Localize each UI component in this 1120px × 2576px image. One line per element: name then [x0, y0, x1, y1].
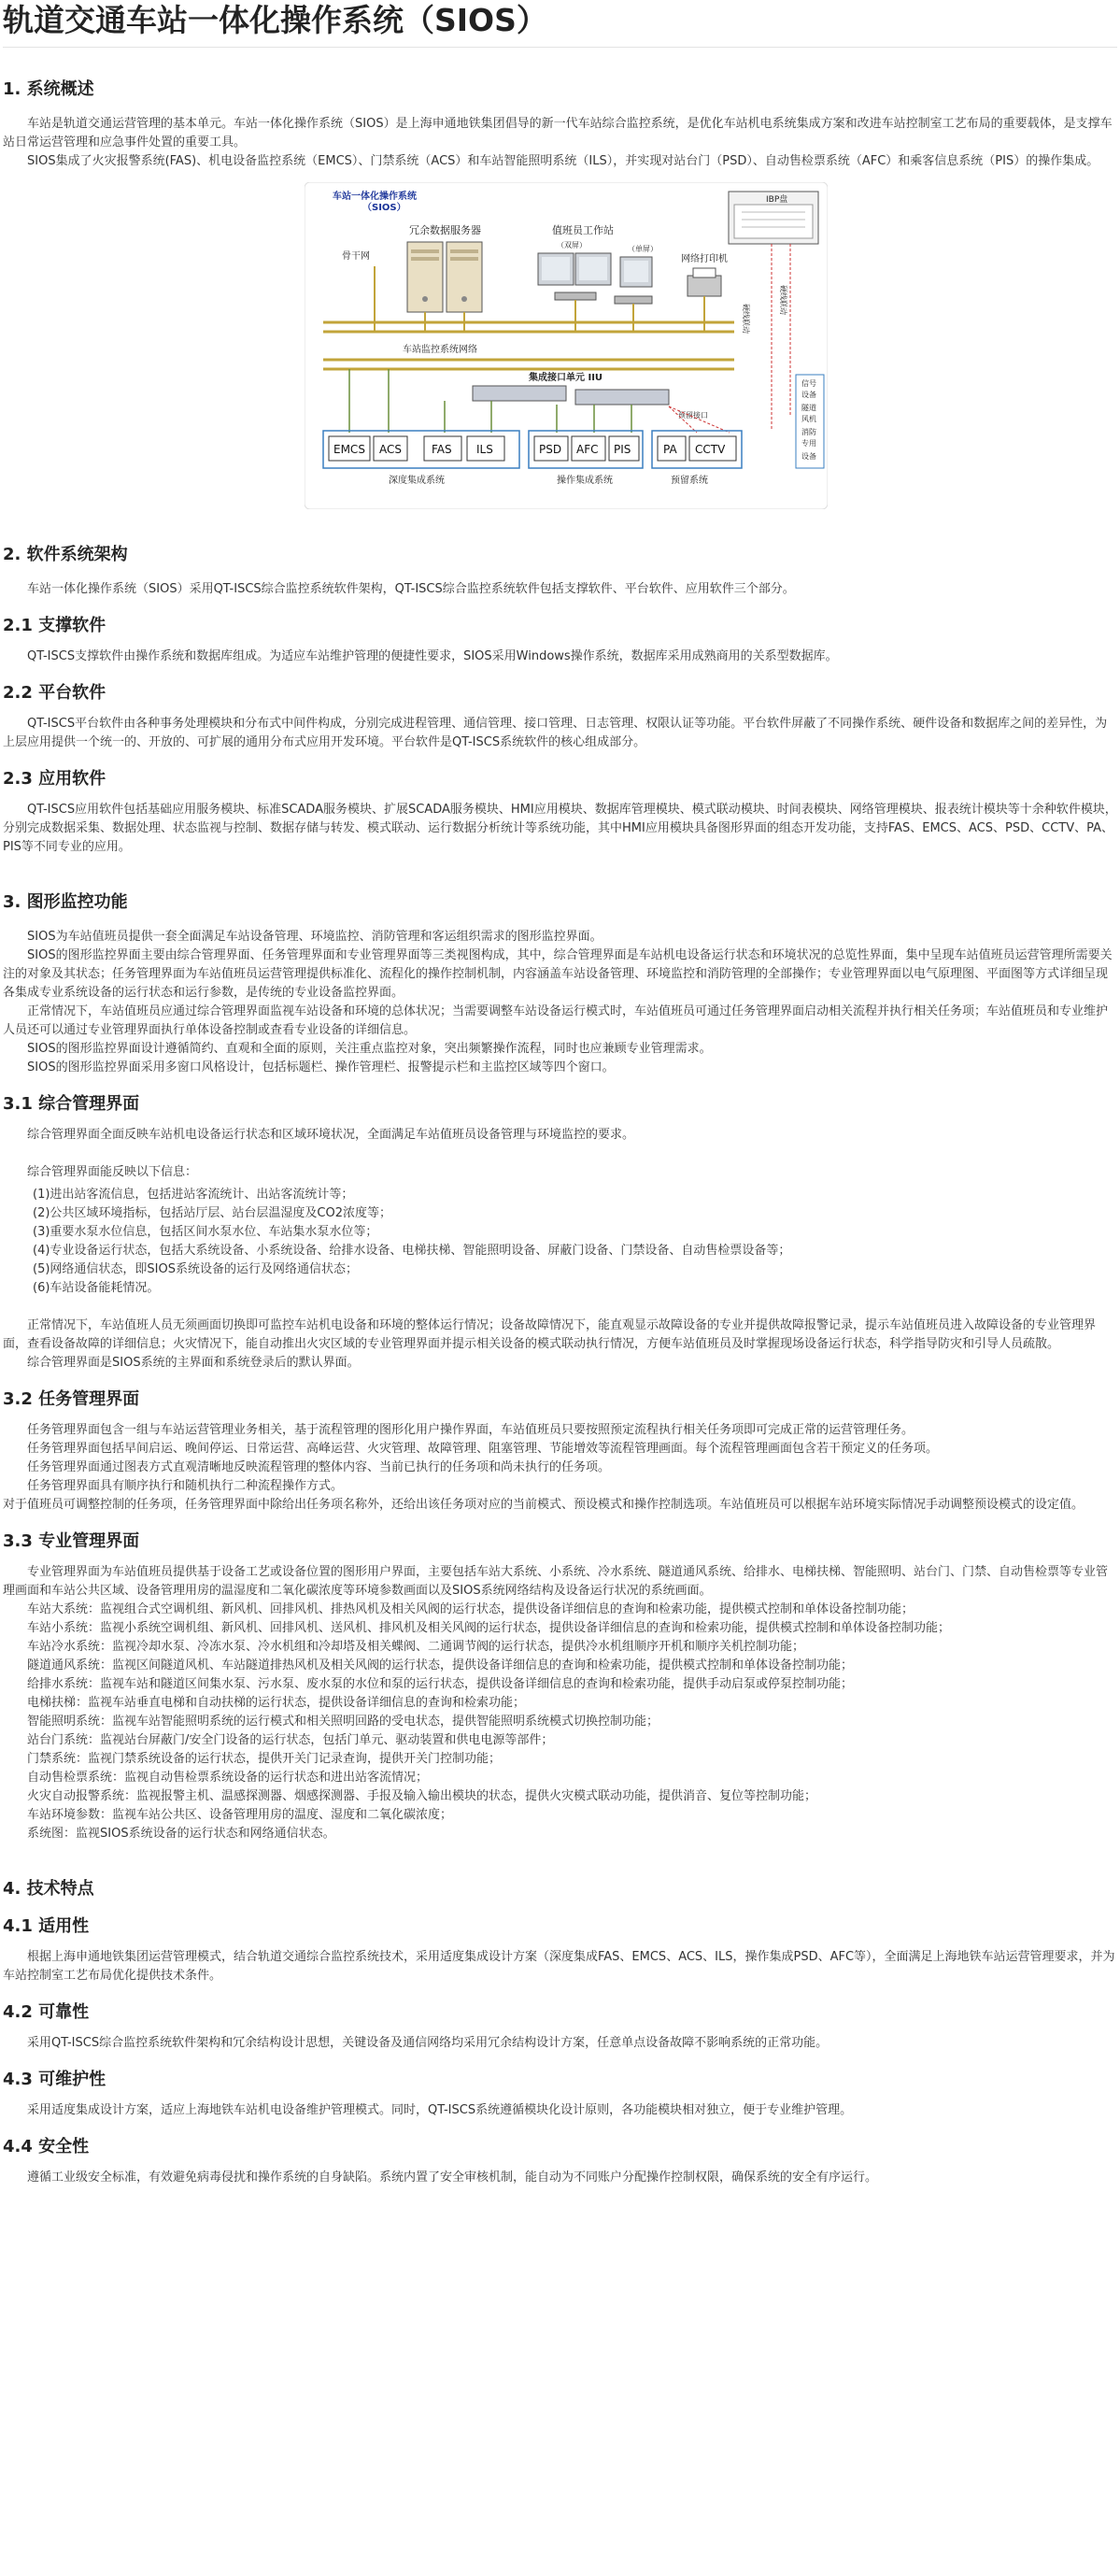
- paragraph: QT-ISCS支撑软件由操作系统和数据库组成。为适应车站维护管理的便捷性要求，SIOS采用Windows操作系统，数据库采用成熟商用的关系型数据库。: [27, 649, 838, 663]
- list-item: (4)专业设备运行状态，包括大系统设备、小系统设备、给排水设备、电梯扶梯、智能照明设备、屏蔽门设备、门禁设备、自动售检票设备等；: [33, 1244, 791, 1258]
- paragraph: 电梯扶梯：监视车站垂直电梯和自动扶梯的运行状态，提供设备详细信息的查询和检索功能；: [27, 1696, 526, 1710]
- side-label: 专用: [801, 439, 816, 448]
- iiu-unit: [473, 386, 566, 401]
- workstation-label: 值班员工作站: [552, 224, 614, 236]
- side-label: 风机: [801, 415, 816, 423]
- subsection-heading: 3.3 专业管理界面: [3, 1531, 140, 1551]
- paragraph: 遵循工业级安全标准，有效避免病毒侵扰和操作系统的自身缺陷。系统内置了安全审核机制，能自动为不同账户分配操作控制权限，确保系统的安全有序运行。: [27, 2170, 878, 2185]
- pis-box: PIS: [614, 443, 631, 456]
- paragraph: SIOS为车站值班员提供一套全面满足车站设备管理、环境监控、消防管理和客运组织需求的图形监控界面。: [27, 930, 603, 944]
- paragraph: SIOS的图形监控界面主要由综合管理界面、任务管理界面和专业管理界面等三类视图构成，其中，综合管理界面是车站机电设备运行状态和环境状况的总览性界面，集中呈现车站值班员运营管理所需要关注的对象及其状态；任务管理界面为车站值班员运营管理提供标准化、流程化的操作控制机制，内容涵盖车站设备管理、环境监控和消防管理的全部操作；专业管理界面以电气原理图、平面图等方式详细呈现各集成专业系统设备的运行状态和运行参数，是传统的专业设备监控界面。: [3, 948, 1113, 1000]
- list-item: (6)车站设备能耗情况。: [33, 1281, 160, 1295]
- paragraph: 正常情况下，车站值班人员无须画面切换即可监控车站机电设备和环境的整体运行情况；设备故障情况下，能直观显示故障设备的专业并提供故障报警记录，提示车站值班员进入故障设备的专业管理界面，查看设备故障的详细信息；火灾情况下，能自动推出火灾区域的专业管理界面并提示相关设备的模式联动执行情况，方便车站值班员及时掌握现场设备运行状态，科学指导防灾和引导人员疏散。: [3, 1318, 1097, 1351]
- pa-box: PA: [663, 443, 677, 456]
- paragraph: 任务管理界面包括早间启运、晚间停运、日常运营、高峰运营、火灾管理、故障管理、阻塞管理、节能增效等流程管理画面。每个流程管理画面包含若干预定义的任务项。: [27, 1442, 939, 1456]
- subsection-heading: 2.3 应用软件: [3, 769, 106, 789]
- system-diagram: [305, 182, 828, 509]
- paragraph: QT-ISCS应用软件包括基础应用服务模块、标准SCADA服务模块、扩展SCADA服务模块、HMI应用模块、数据库管理模块、模式联动模块、时间表模块、网络管理模块、报表统计模块等十余种软件模块，分别完成数据采集、数据处理、状态监视与控制、数据存储与转发、模式联动、运行数据分析统计等系统功能，其中HMI应用模块具备图形界面的组态开发功能，支持FAS、EMCS、ACS、PSD、CCTV、PA、PIS等不同专业的应用。: [3, 803, 1117, 854]
- side-label: 设备: [801, 391, 816, 399]
- subsection-heading: 2.2 平台软件: [3, 683, 106, 703]
- list-item: (3)重要水泵水位信息，包括区间水泵水位、车站集水泵水位等；: [33, 1225, 378, 1239]
- section-heading: 2. 软件系统架构: [3, 545, 128, 564]
- paragraph: 隧道通风系统：监视区间隧道风机、车站隧道排热风机及相关风阀的运行状态，提供设备详细信息的查询和检索功能，提供模式控制和单体设备控制功能；: [27, 1658, 854, 1672]
- op-group-label: 操作集成系统: [557, 476, 613, 486]
- monitor-icon: [615, 257, 652, 304]
- diagram-title: 车站一体化操作系统: [333, 192, 417, 202]
- iiu-unit: [575, 390, 669, 405]
- paragraph: 综合管理界面能反映以下信息：: [27, 1165, 198, 1179]
- paragraph: 对于值班员可调整控制的任务项，任务管理界面中除给出任务项名称外，还给出该任务项对应的当前模式、预设模式和操作控制选项。车站值班员可以根据车站环境实际情况手动调整预设模式的设定值。: [3, 1498, 1085, 1512]
- paragraph: 车站是轨道交通运营管理的基本单元。车站一体化操作系统（SIOS）是上海申通地铁集团倡导的新一代车站综合监控系统，是优化车站机电系统集成方案和改进车站控制室工艺布局的重要载体，是支撑车站日常运营管理和应急事件处置的重要工具。: [3, 117, 1113, 149]
- section-heading: 1. 系统概述: [3, 79, 94, 99]
- diagram-svg: [305, 182, 828, 509]
- section-heading: 4. 技术特点: [3, 1879, 94, 1899]
- paragraph: QT-ISCS平台软件由各种事务处理模块和分布式中间件构成，分别完成进程管理、通信管理、接口管理、日志管理、权限认证等功能。平台软件屏蔽了不同操作系统、硬件设备和数据库之间的差异性，为上层应用提供一个统一的、开放的、可扩展的通用分布式应用开发环境。平台软件是QT-ISCS系统软件的核心组成部分。: [3, 717, 1108, 749]
- paragraph: 任务管理界面具有顺序执行和随机执行二种流程操作方式。: [27, 1479, 344, 1493]
- iiu-label: 集成接口单元 IIU: [529, 373, 603, 383]
- ibp-label: IBP盘: [766, 195, 788, 205]
- emcs-box: EMCS: [333, 443, 365, 456]
- pre-group-label: 预留系统: [671, 476, 708, 486]
- subsection-heading: 3.2 任务管理界面: [3, 1389, 140, 1409]
- page-title: 轨道交通车站一体化操作系统（SIOS）: [3, 0, 1117, 48]
- paragraph: 火灾自动报警系统：监视报警主机、温感探测器、烟感探测器、手报及输入输出模块的状态，提供火灾模式联动功能，提供消音、复位等控制功能；: [27, 1789, 817, 1803]
- reserve-label: 预留接口: [678, 411, 708, 420]
- paragraph: 车站环境参数：监视车站公共区、设备管理用房的温度、湿度和二氧化碳浓度；: [27, 1808, 453, 1822]
- diagram-title-sub: （SIOS）: [362, 203, 406, 213]
- ils-box: ILS: [476, 443, 493, 456]
- list-item: (2)公共区域环境指标，包括站厅层、站台层温湿度及CO2浓度等；: [33, 1206, 391, 1220]
- paragraph: 任务管理界面通过图表方式直观清晰地反映流程管理的整体内容、当前已执行的任务项和尚未执行的任务项。: [27, 1460, 611, 1474]
- single-label: （单屏）: [628, 245, 658, 253]
- acs-box: ACS: [379, 443, 402, 456]
- side-label: 设备: [801, 452, 816, 461]
- paragraph: 正常情况下，车站值班员应通过综合管理界面监视车站设备和环境的总体状况；当需要调整车站设备运行模式时，车站值班员可通过任务管理界面启动相关流程并执行相关任务项；车站值班员和专业维护人员还可以通过专业管理界面执行单体设备控制或查看专业设备的详细信息。: [3, 1004, 1109, 1037]
- hardwire-label-2: 硬线联动: [779, 285, 787, 315]
- subsection-heading: 4.1 适用性: [3, 1916, 90, 1936]
- subsection-heading: 4.3 可维护性: [3, 2070, 106, 2089]
- cctv-box: CCTV: [695, 443, 726, 456]
- subsection-heading: 4.4 安全性: [3, 2137, 90, 2156]
- section-heading: 3. 图形监控功能: [3, 892, 128, 912]
- list-item: (5)网络通信状态，即SIOS系统设备的运行及网络通信状态；: [33, 1262, 358, 1276]
- dual-label: （双屏）: [557, 241, 587, 249]
- paragraph: 根据上海申通地铁集团运营管理模式，结合轨道交通综合监控系统技术，采用适度集成设计方案（深度集成FAS、EMCS、ACS、ILS，操作集成PSD、AFC等），全面满足上海地铁车站运营管理要求，并为车站控制室工艺布局优化提供技术条件。: [3, 1950, 1115, 1983]
- paragraph: 采用QT-ISCS综合监控系统软件架构和冗余结构设计思想，关键设备及通信网络均采用冗余结构设计方案，任意单点设备故障不影响系统的正常功能。: [27, 2036, 829, 2050]
- paragraph: 自动售检票系统：监视自动售检票系统设备的运行状态和进出站客流情况；: [27, 1771, 429, 1785]
- afc-box: AFC: [576, 443, 599, 456]
- paragraph: 综合管理界面全面反映车站机电设备运行状态和区域环境状况，全面满足车站值班员设备管理与环境监控的要求。: [27, 1128, 635, 1142]
- paragraph: 车站大系统：监视组合式空调机组、新风机、回排风机、排热风机及相关风阀的运行状态，提供设备详细信息的查询和检索功能，提供模式控制和单体设备控制功能；: [27, 1602, 914, 1616]
- paragraph: 站台门系统：监视站台屏蔽门/安全门设备的运行状态，包括门单元、驱动装置和供电电源等部件；: [27, 1733, 554, 1747]
- paragraph: 综合管理界面是SIOS系统的主界面和系统登录后的默认界面。: [27, 1356, 360, 1370]
- paragraph: 给排水系统：监视车站和隧道区间集水泵、污水泵、废水泵的水位和泵的运行状态，提供设备详细信息的查询和检索功能，提供手动启泵或停泵控制功能；: [27, 1677, 854, 1691]
- paragraph: SIOS集成了火灾报警系统(FAS)、机电设备监控系统（EMCS）、门禁系统（ACS）和车站智能照明系统（ILS），并实现对站台门（PSD）、自动售检票系统（AFC）和乘客信息系统（PIS）的操作集成。: [27, 154, 1099, 168]
- fas-box: FAS: [432, 443, 452, 456]
- hardwire-label: 硬线联动: [742, 304, 750, 334]
- paragraph: 采用适度集成设计方案，适应上海地铁车站机电设备维护管理模式。同时，QT-ISCS系统遵循模块化设计原则，各功能模块相对独立，便于专业维护管理。: [27, 2103, 853, 2117]
- network-label: 车站监控系统网络: [403, 345, 477, 355]
- info-list: [3, 1186, 1117, 1298]
- paragraph: SIOS的图形监控界面采用多窗口风格设计，包括标题栏、操作管理栏、报警提示栏和主监控区域等四个窗口。: [27, 1060, 615, 1075]
- paragraph: 智能照明系统：监视车站智能照明系统的运行模式和相关照明回路的受电状态，提供智能照明系统模式切换控制功能；: [27, 1715, 659, 1729]
- deep-group-label: 深度集成系统: [389, 476, 445, 486]
- paragraph: 车站冷水系统：监视冷却水泵、冷冻水泵、冷水机组和冷却塔及相关蝶阀、二通调节阀的运行状态，提供冷水机组顺序开机和顺序关机控制功能；: [27, 1640, 805, 1654]
- paragraph: 车站小系统：监视小系统空调机组、新风机、回排风机、送风机、排风机及相关风阀的运行状态，提供设备详细信息的查询和检索功能，提供模式控制和单体设备控制功能；: [27, 1621, 951, 1635]
- paragraph: 车站一体化操作系统（SIOS）采用QT-ISCS综合监控系统软件架构，QT-ISCS综合监控系统软件包括支撑软件、平台软件、应用软件三个部分。: [27, 582, 795, 596]
- paragraph: 门禁系统：监视门禁系统设备的运行状态，提供开关门记录查询，提供开关门控制功能；: [27, 1752, 502, 1766]
- paragraph: SIOS的图形监控界面设计遵循简约、直观和全面的原则，关注重点监控对象，突出频繁操作流程，同时也应兼顾专业管理需求。: [27, 1042, 712, 1056]
- subsection-heading: 4.2 可靠性: [3, 2002, 90, 2022]
- paragraph: 系统图：监视SIOS系统设备的运行状态和网络通信状态。: [27, 1827, 335, 1841]
- side-label: 消防: [801, 428, 816, 436]
- side-label: 信号: [801, 379, 816, 388]
- side-label: 隧道: [801, 404, 816, 412]
- subsection-heading: 3.1 综合管理界面: [3, 1094, 140, 1114]
- printer-label: 网络打印机: [681, 254, 728, 264]
- paragraph: 任务管理界面包含一组与车站运营管理业务相关，基于流程管理的图形化用户操作界面，车站值班员只要按照预定流程执行相关任务项即可完成正常的运营管理任务。: [27, 1423, 914, 1437]
- servers-label: 冗余数据服务器: [409, 224, 481, 236]
- paragraph: 专业管理界面为车站值班员提供基于设备工艺或设备位置的图形用户界面，主要包括车站大系统、小系统、冷水系统、隧道通风系统、给排水、电梯扶梯、智能照明、站台门、门禁、自动售检票等专业管理画面和车站公共区域、设备管理用房的温湿度和二氧化碳浓度等环境参数画面以及SIOS系统网络结构及设备运行状况的系统画面。: [3, 1565, 1109, 1598]
- subsection-heading: 2.1 支撑软件: [3, 616, 106, 635]
- backbone-label: 骨干网: [342, 251, 370, 262]
- list-item: (1)进出站客流信息，包括进站客流统计、出站客流统计等；: [33, 1188, 354, 1202]
- psd-box: PSD: [539, 443, 562, 456]
